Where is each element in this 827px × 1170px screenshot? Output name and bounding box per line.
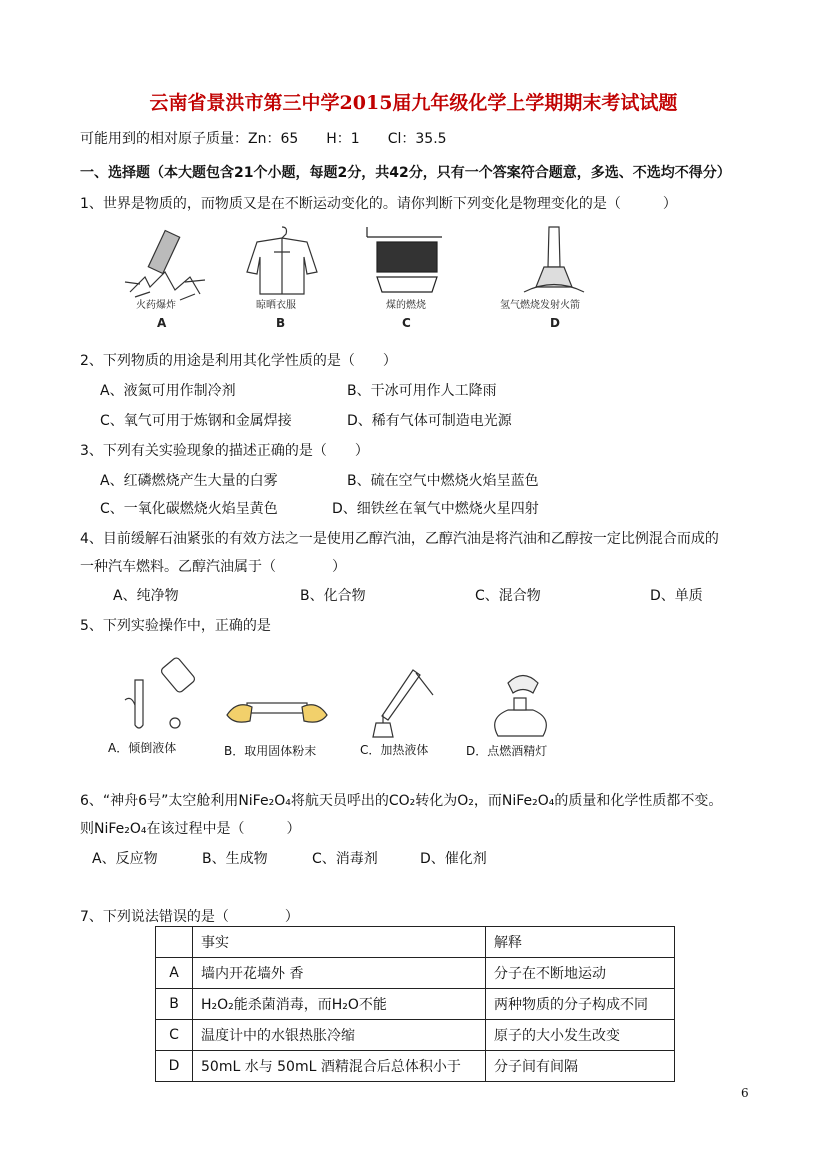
explanation-cell: 分子间有间隔 [486,1051,675,1082]
q3-option-a: A、红磷燃烧产生大量的白雾 [100,473,278,489]
q5-image-b [222,685,332,735]
q1-letter-b: B [276,316,286,330]
q6-stem-line2: 则NiFe₂O₄在该过程中是（ ） [80,821,301,837]
alcohol-lamp-icon [478,668,568,740]
section-heading: 一、选择题（本大题包含21个小题，每题2分，共42分，只有一个答案符合题意，多选、不选均不得分） [80,165,731,181]
q5-caption-d: D．点燃酒精灯 [466,744,548,758]
q4-option-d: D、单质 [650,588,703,604]
q3-option-d: D、细铁丝在氧气中燃烧火星四射 [332,501,539,517]
q1-stem: 1、世界是物质的，而物质又是在不断运动变化的。请你判断下列变化是物理变化的是（ ） [80,196,677,212]
heating-tube-icon [358,665,448,740]
q2-option-c: C、氧气可用于炼钢和金属焊接 [100,413,292,429]
q2-stem: 2、下列物质的用途是利用其化学性质的是（ ） [80,353,397,369]
table-header-row [156,927,675,958]
explanation-cell: 两种物质的分子构成不同 [486,989,675,1020]
header-cell-fact: 事实 [193,927,486,958]
q6-stem-line1: 6、“神舟6号”太空舱利用NiFe₂O₄将航天员呼出的CO₂转化为O₂，而NiFe₂O₄的质量和化学性质都不变。 [80,793,723,809]
q1-caption-b: 晾晒衣服 [256,300,296,311]
q5-caption-c: C．加热液体 [360,743,429,757]
q1-image-b [242,222,322,312]
q1-letter-c: C [402,316,411,330]
q1-image-d [494,222,614,312]
page-number: 6 [741,1086,749,1100]
fact-cell: 温度计中的水银热胀冷缩 [193,1020,486,1051]
q1-caption-d: 氢气燃烧发射火箭 [500,300,580,311]
row-label: A [156,958,193,989]
row-label: D [156,1051,193,1082]
q5-image-d [478,668,568,740]
table-row [156,1020,675,1051]
q3-stem: 3、下列有关实验现象的描述正确的是（ ） [80,443,369,459]
table-row [156,989,675,1020]
q4-stem-line1: 4、目前缓解石油紧张的有效方法之一是使用乙醇汽油，乙醇汽油是将汽油和乙醇按一定比例混合而成的 [80,531,719,547]
row-label: B [156,989,193,1020]
q6-option-d: D、催化剂 [420,851,487,867]
q2-option-b: B、干冰可用作人工降雨 [347,383,497,399]
q1-image-a [120,222,210,312]
q5-stem: 5、下列实验操作中，正确的是 [80,618,271,634]
explanation-cell: 原子的大小发生改变 [486,1020,675,1051]
q6-option-b: B、生成物 [202,851,268,867]
explanation-cell: 分子在不断地运动 [486,958,675,989]
q6-option-c: C、消毒剂 [312,851,378,867]
q1-caption-a: 火药爆炸 [136,300,176,311]
header-cell-explanation: 解释 [486,927,675,958]
powder-spoon-icon [222,685,332,735]
q5-image-c [358,665,448,740]
q5-image-a [105,655,205,735]
header-cell [156,927,193,958]
q3-option-c: C、一氧化碳燃烧火焰呈黄色 [100,501,278,517]
q5-caption-b: B．取用固体粉末 [224,744,317,758]
row-label: C [156,1020,193,1051]
atomic-masses: 可能用到的相对原子质量：Zn：65 H：1 Cl：35.5 [80,131,447,147]
q6-option-a: A、反应物 [92,851,158,867]
q2-option-a: A、液氮可用作制冷剂 [100,383,236,399]
table-row [156,1051,675,1082]
q3-option-b: B、硫在空气中燃烧火焰呈蓝色 [347,473,539,489]
fact-cell: H₂O₂能杀菌消毒，而H₂O不能 [193,989,486,1020]
q1-letter-a: A [157,316,167,330]
q4-stem-line2: 一种汽车燃料。乙醇汽油属于（ ） [80,559,346,575]
page-title: 云南省景洪市第三中学2015届九年级化学上学期期末考试试题 [149,92,678,114]
q1-letter-d: D [550,316,560,330]
q2-option-d: D、稀有气体可制造电光源 [347,413,512,429]
fact-cell: 50mL 水与 50mL 酒精混合后总体积小于 [193,1051,486,1082]
q4-option-b: B、化合物 [300,588,366,604]
fact-cell: 墙内开花墙外 香 [193,958,486,989]
q4-option-c: C、混合物 [475,588,541,604]
table-row [156,958,675,989]
q4-option-a: A、纯净物 [113,588,179,604]
q1-caption-c: 煤的燃烧 [386,300,426,311]
q5-caption-a: A．倾倒液体 [108,741,177,755]
q1-image-c [362,222,452,312]
q7-stem: 7、下列说法错误的是（ ） [80,909,299,925]
pouring-liquid-icon [105,655,205,735]
q7-table [155,926,675,1082]
